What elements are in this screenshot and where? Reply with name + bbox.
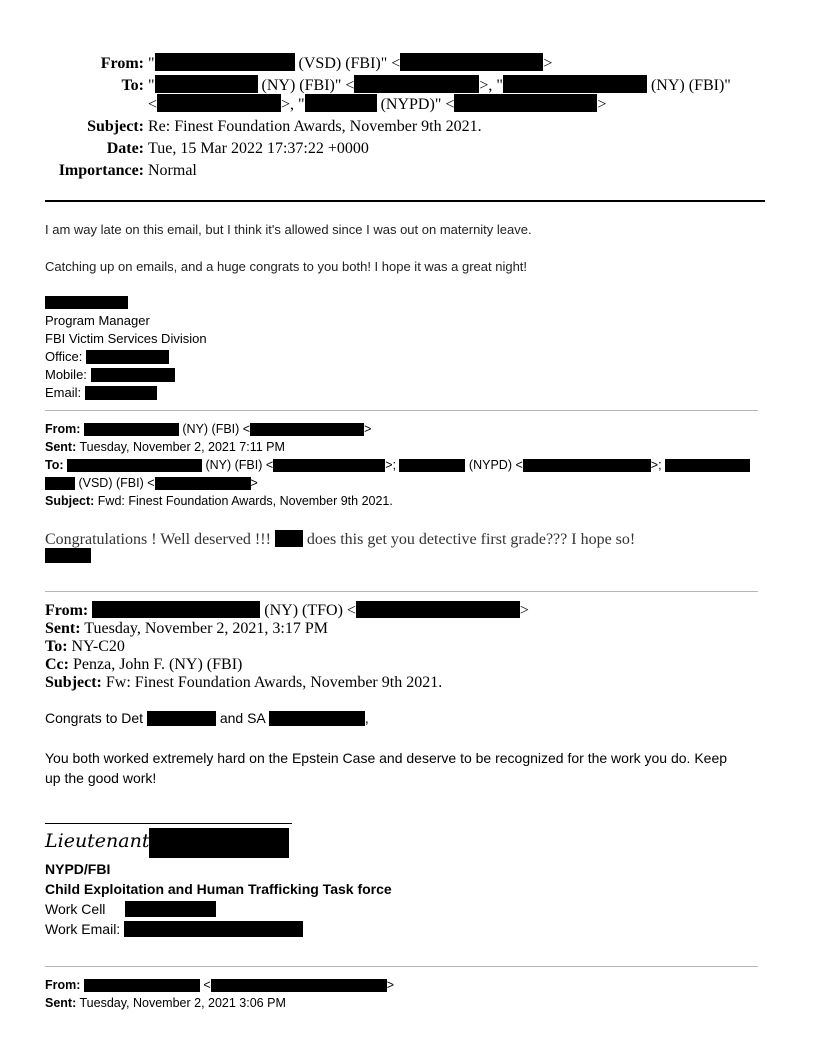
header-importance-label: Importance: bbox=[58, 162, 144, 179]
message2-signature-redaction bbox=[45, 548, 91, 563]
redaction bbox=[400, 53, 543, 71]
header-divider bbox=[45, 200, 765, 202]
redaction bbox=[250, 423, 364, 436]
redaction bbox=[147, 711, 216, 726]
message3-body-line1: You both worked extremely hard on the Epstein Case and deserve to be recognized for the work you do. Keep bbox=[45, 750, 728, 766]
redaction bbox=[275, 530, 303, 547]
message3-to: To: NY-C20 bbox=[45, 638, 125, 655]
signature-office: Office: bbox=[45, 348, 169, 366]
redaction bbox=[523, 459, 651, 472]
redaction bbox=[157, 94, 281, 112]
redaction bbox=[503, 75, 647, 93]
message2-to-cont: (VSD) (FBI) < > bbox=[45, 474, 258, 492]
header-to-row-2: < >, " (NYPD)" < > bbox=[148, 96, 607, 113]
signature-email: Email: bbox=[45, 384, 157, 402]
header-subject-value: Re: Finest Foundation Awards, November 9th 2021. bbox=[148, 118, 482, 135]
signature-rank: Lieutenant bbox=[45, 830, 150, 852]
message3-congrats: Congrats to Det and SA , bbox=[45, 710, 369, 726]
header-subject-label: Subject: bbox=[87, 118, 144, 135]
message3-cc: Cc: Penza, John F. (NY) (FBI) bbox=[45, 656, 243, 673]
header-to-label: To: bbox=[121, 77, 144, 94]
redaction bbox=[155, 477, 251, 490]
redaction bbox=[155, 75, 258, 93]
redaction bbox=[45, 477, 75, 490]
signature-work-cell: Work Cell bbox=[45, 899, 216, 919]
message2-subject: Subject: Fwd: Finest Foundation Awards, November 9th 2021. bbox=[45, 494, 393, 508]
header-importance-value: Normal bbox=[148, 162, 197, 179]
message4-sent: Sent: Tuesday, November 2, 2021 3:06 PM bbox=[45, 996, 286, 1010]
redaction bbox=[305, 94, 377, 112]
signature-org: NYPD/FBI bbox=[45, 861, 111, 877]
signature-unit: Child Exploitation and Human Trafficking Task force bbox=[45, 881, 392, 897]
redaction bbox=[211, 979, 387, 992]
header-date-value: Tue, 15 Mar 2022 17:37:22 +0000 bbox=[148, 140, 369, 157]
message3-subject: Subject: Fw: Finest Foundation Awards, November 9th 2021. bbox=[45, 674, 443, 691]
redaction bbox=[399, 459, 465, 472]
header-from-label: From: bbox=[100, 55, 144, 72]
header-date-label: Date: bbox=[106, 140, 144, 157]
signature-name-redaction bbox=[45, 296, 128, 309]
redaction bbox=[125, 901, 216, 917]
signature-title: Program Manager bbox=[45, 313, 150, 328]
message2-from: From: (NY) (FBI) < > bbox=[45, 422, 372, 436]
message4-from: From: < > bbox=[45, 978, 394, 992]
signature-work-email: Work Email: bbox=[45, 919, 303, 939]
message3-from: From: (NY) (TFO) < > bbox=[45, 602, 529, 619]
redaction bbox=[269, 711, 365, 726]
redaction bbox=[84, 979, 200, 992]
message2-sent: Sent: Tuesday, November 2, 2021 7:11 PM bbox=[45, 440, 285, 454]
message-divider bbox=[45, 966, 758, 967]
redaction bbox=[273, 459, 385, 472]
redaction bbox=[356, 601, 520, 618]
signature-name-redaction bbox=[149, 828, 289, 858]
redaction bbox=[85, 386, 157, 400]
signature-division: FBI Victim Services Division bbox=[45, 331, 207, 346]
redaction bbox=[67, 459, 202, 472]
message3-sent: Sent: Tuesday, November 2, 2021, 3:17 PM bbox=[45, 620, 328, 637]
message3-body-line2: up the good work! bbox=[45, 770, 157, 786]
redaction bbox=[454, 94, 597, 112]
message-divider bbox=[45, 591, 758, 592]
redaction bbox=[155, 53, 295, 71]
redaction bbox=[665, 459, 750, 472]
signature-mobile: Mobile: bbox=[45, 366, 175, 384]
message-divider bbox=[45, 410, 758, 411]
redaction bbox=[124, 921, 303, 937]
redaction bbox=[86, 350, 169, 364]
message2-to: To: (NY) (FBI) < >; (NYPD) < >; bbox=[45, 456, 750, 474]
redaction bbox=[92, 601, 260, 618]
redaction bbox=[91, 368, 175, 382]
message2-body: Congratulations ! Well deserved !!! does this get you detective first grade??? I hope so! bbox=[45, 531, 636, 548]
message1-line2: Catching up on emails, and a huge congrats to you both! I hope it was a great night! bbox=[45, 259, 528, 274]
signature-line bbox=[45, 823, 292, 824]
redaction bbox=[84, 423, 179, 436]
redaction bbox=[354, 75, 479, 93]
message1-line1: I am way late on this email, but I think it's allowed since I was out on maternity leave. bbox=[45, 222, 532, 237]
